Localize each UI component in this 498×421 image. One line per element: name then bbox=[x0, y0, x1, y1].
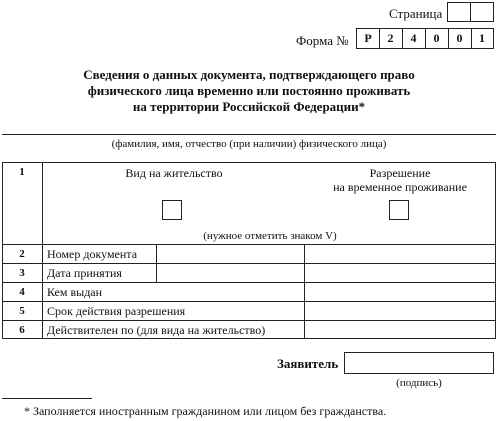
page-label: Страница bbox=[389, 6, 443, 21]
issue-date-label: Дата принятия bbox=[47, 266, 122, 280]
row-number-5: 5 bbox=[19, 305, 25, 317]
row-number-1: 1 bbox=[19, 166, 25, 178]
full-name-caption: (фамилия, имя, отчество (при наличии) физического лица) bbox=[111, 138, 387, 150]
form-code-char-2: 2 bbox=[387, 31, 394, 45]
applicant-label: Заявитель bbox=[277, 356, 339, 371]
permit-validity-field[interactable] bbox=[305, 302, 495, 319]
issued-by-label: Кем выдан bbox=[47, 285, 103, 299]
applicant-signature-box[interactable] bbox=[344, 352, 494, 374]
issued-by-field[interactable] bbox=[157, 283, 495, 300]
form-code-char-1: Р bbox=[364, 31, 372, 45]
mark-hint: (нужное отметить знаком V) bbox=[203, 230, 337, 242]
permit-validity-label: Срок действия разрешения bbox=[47, 304, 186, 318]
form-code-char-4: 0 bbox=[433, 31, 440, 45]
residence-permit-checkbox[interactable] bbox=[162, 200, 182, 220]
title-line-1: Сведения о данных документа, подтверждающего право bbox=[83, 67, 415, 82]
residence-permit-label: Вид на жительство bbox=[125, 166, 223, 180]
page-number-box-1[interactable] bbox=[447, 2, 471, 22]
row-number-6: 6 bbox=[19, 324, 25, 336]
page-number-box-2[interactable] bbox=[470, 2, 494, 22]
form-code-char-5: 0 bbox=[456, 31, 463, 45]
signature-caption: (подпись) bbox=[396, 377, 442, 389]
form-code bbox=[356, 28, 494, 49]
full-name-line[interactable] bbox=[2, 134, 496, 135]
footnote-divider bbox=[2, 398, 92, 399]
row-number-3: 3 bbox=[19, 267, 25, 279]
footnote: * Заполняется иностранным гражданином или лицом без гражданства. bbox=[24, 404, 387, 418]
issue-date-field[interactable] bbox=[157, 264, 495, 281]
temporary-residence-label-line-1: Разрешение bbox=[369, 166, 431, 180]
document-number-field[interactable] bbox=[157, 245, 495, 262]
valid-until-label: Действителен по (для вида на жительство) bbox=[47, 323, 266, 337]
row-number-2: 2 bbox=[19, 248, 25, 260]
temporary-residence-label bbox=[316, 166, 484, 194]
temporary-residence-checkbox[interactable] bbox=[389, 200, 409, 220]
row-number-4: 4 bbox=[19, 286, 25, 298]
valid-until-field[interactable] bbox=[305, 321, 495, 338]
document-title bbox=[0, 67, 498, 115]
document-number-label: Номер документа bbox=[47, 247, 138, 261]
temporary-residence-label-line-2: на временное проживание bbox=[333, 180, 467, 194]
form-code-char-3: 4 bbox=[410, 31, 417, 45]
form-code-char-6: 1 bbox=[479, 31, 485, 45]
form-number-label: Форма № bbox=[296, 33, 349, 48]
title-line-2: физического лица временно или постоянно проживать bbox=[87, 83, 411, 98]
title-line-3: на территории Российской Федерации* bbox=[132, 99, 366, 114]
